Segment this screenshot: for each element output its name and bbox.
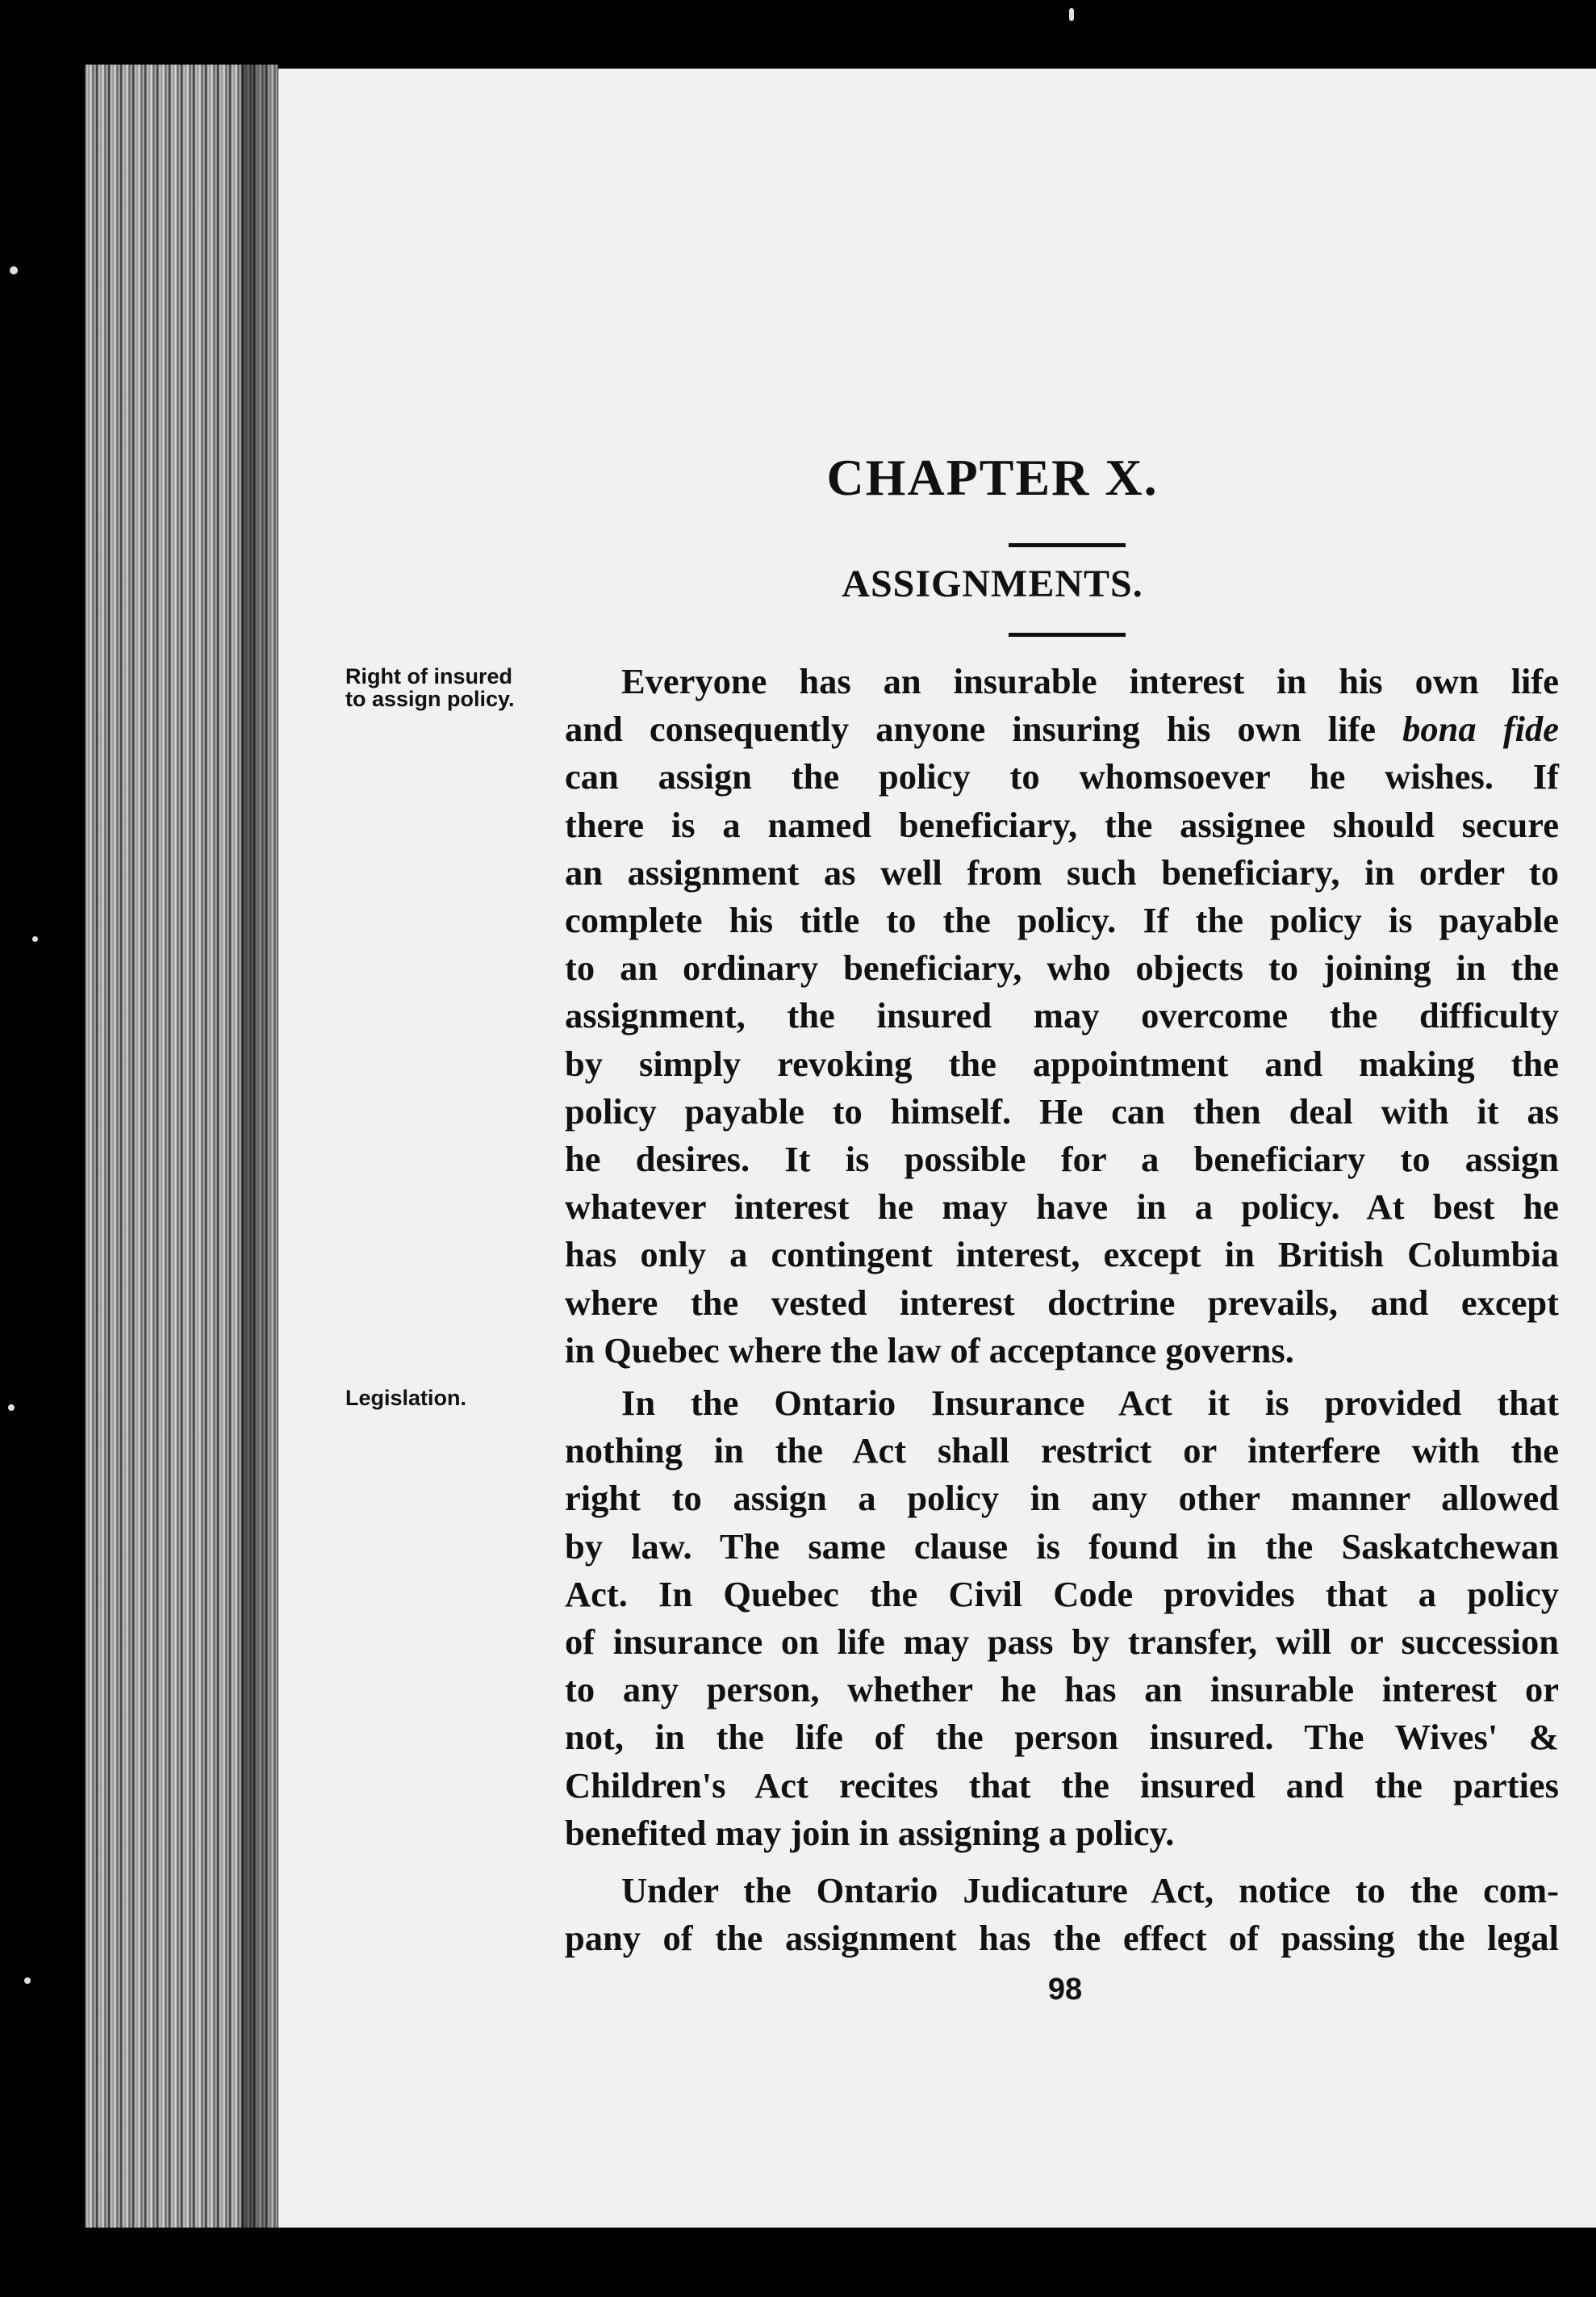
text-line: complete his title to the policy. If the policy is payable <box>565 900 1559 941</box>
latin-term: bona fide <box>1402 709 1559 750</box>
text-line: nothing in the Act shall restrict or interfere with the <box>565 1430 1559 1471</box>
paragraph-1 <box>565 658 1559 1374</box>
text-line: can assign the policy to whomsoever he wishes. If <box>565 756 1559 797</box>
text-line: Everyone has an insurable interest in his own life <box>621 661 1559 701</box>
scan-speck <box>32 936 38 942</box>
margin-note-line: Right of insured <box>345 664 512 688</box>
page-number: 98 <box>1047 1973 1083 2006</box>
text-line: right to assign a policy in any other manner allowed <box>565 1478 1559 1519</box>
title-rule-bottom <box>1009 633 1126 637</box>
text-line: of insurance on life may pass by transfer, will or succession <box>565 1621 1559 1663</box>
text-line: assignment, the insured may overcome the difficulty <box>565 995 1559 1036</box>
text-line: he desires. It is possible for a beneficiary to assign <box>565 1139 1559 1180</box>
margin-note-right-to-assign <box>345 665 547 710</box>
text-line: pany of the assignment has the effect of passing the legal <box>565 1918 1559 1959</box>
text-line: not, in the life of the person insured. The Wives' & <box>565 1717 1559 1758</box>
text-line: has only a contingent interest, except in British Columbia <box>565 1234 1559 1275</box>
section-title: ASSIGNMENTS. <box>842 563 1143 605</box>
text-line: by law. The same clause is found in the Saskatchewan <box>565 1525 1559 1567</box>
text-line: Act. In Quebec the Civil Code provides that a policy <box>565 1573 1559 1614</box>
margin-note-legislation <box>345 1387 547 1409</box>
scan-speck <box>1069 8 1074 21</box>
title-rule-top <box>1009 543 1126 547</box>
text-line: in Quebec where the law of acceptance governs. <box>565 1329 1294 1370</box>
text-line: Under the Ontario Judicature Act, notice to the com- <box>621 1870 1559 1910</box>
scan-speck <box>24 1977 31 1984</box>
text-line: an assignment as well from such beneficiary, in order to <box>565 851 1559 893</box>
text-line: to any person, whether he has an insurable interest or <box>565 1669 1559 1710</box>
text-line: Children's Act recites that the insured and the parties <box>565 1764 1559 1805</box>
text-line: and consequently anyone insuring his own life bona fide <box>565 709 1559 750</box>
margin-note-line: Legislation. <box>345 1386 467 1410</box>
text-line: policy payable to himself. He can then deal with it as <box>565 1090 1559 1132</box>
scan-speck <box>10 266 18 274</box>
chapter-title: CHAPTER X. <box>826 449 1159 506</box>
paragraph-2 <box>565 1379 1559 1857</box>
text-line: to an ordinary beneficiary, who objects to joining in the <box>565 948 1559 989</box>
text-line: there is a named beneficiary, the assignee should secure <box>565 804 1559 845</box>
scan-speck <box>8 1404 15 1411</box>
text-line: where the vested interest doctrine prevails, and except <box>565 1282 1559 1323</box>
text-line: by simply revoking the appointment and making the <box>565 1043 1559 1084</box>
margin-note-line: to assign policy. <box>345 687 515 711</box>
page-gutter-shadow <box>242 65 282 2228</box>
text-line: In the Ontario Insurance Act it is provided that <box>621 1383 1559 1423</box>
paragraph-3 <box>565 1867 1559 1962</box>
text-line: whatever interest he may have in a policy. At best he <box>565 1186 1559 1228</box>
text-line: benefited may join in assigning a policy. <box>565 1812 1175 1853</box>
